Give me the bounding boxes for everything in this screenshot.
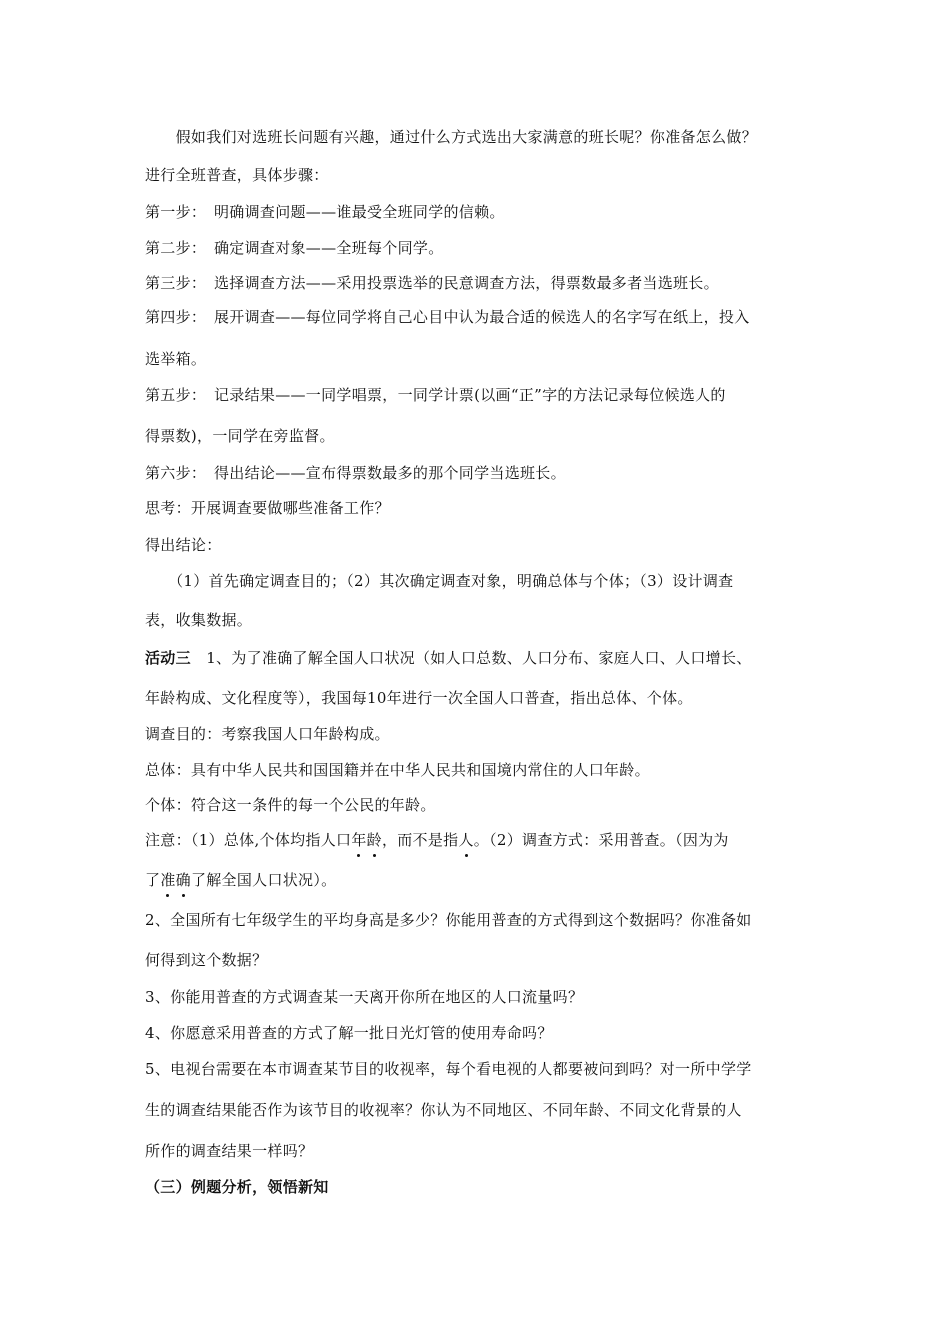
emphasized-char: 确 xyxy=(175,871,191,889)
note-text-c: 。（2）调查方式：采用普查。（因为为 xyxy=(473,831,729,849)
population-definition: 总体：具有中华人民共和国国籍并在中华人民共和国境内常住的人口年龄。 xyxy=(145,761,650,779)
think-question: 思考：开展调查要做哪些准备工作？ xyxy=(145,499,390,517)
step-1: 第一步： 明确调查问题——谁最受全班同学的信赖。 xyxy=(145,203,505,221)
conclusion-heading: 得出结论： xyxy=(145,536,222,554)
step-4-line-1: 第四步： 展开调查——每位同学将自己心目中认为最合适的候选人的名字写在纸上，投入 xyxy=(145,308,750,326)
conclusion-line-1: （1）首先确定调查目的；（2）其次确定调查对象，明确总体与个体；（3）设计调查 xyxy=(145,572,734,590)
conclusion-line-2: 表，收集数据。 xyxy=(145,611,253,629)
question-4: 4、你愿意采用普查的方式了解一批日光灯管的使用寿命吗？ xyxy=(145,1024,553,1042)
question-5-line-1: 5、电视台需要在本市调查某节目的收视率，每个看电视的人都要被问到吗？对一所中学学 xyxy=(145,1060,752,1078)
step-3: 第三步： 选择调查方法——采用投票选举的民意调查方法，得票数最多者当选班长。 xyxy=(145,274,719,292)
note-text-d: 了 xyxy=(145,871,161,889)
step-5-line-2: 得票数)，一同学在旁监督。 xyxy=(145,427,335,445)
emphasized-char: 准 xyxy=(160,871,176,889)
note-line-2 xyxy=(145,870,825,890)
note-text-e: 了解全国人口状况）。 xyxy=(190,871,337,889)
activity-3-line-1 xyxy=(145,648,825,668)
emphasized-char: 龄 xyxy=(366,831,382,849)
activity-3-line-2: 年龄构成、文化程度等），我国每10年进行一次全国人口普查，指出总体、个体。 xyxy=(145,689,693,707)
question-2-line-2: 何得到这个数据？ xyxy=(145,951,268,969)
activity-3-label: 活动三 xyxy=(145,649,191,667)
question-5-line-3: 所作的调查结果一样吗？ xyxy=(145,1142,314,1160)
intro-paragraph: 假如我们对选班长问题有兴趣，通过什么方式选出大家满意的班长呢？你准备怎么做？ xyxy=(145,128,758,146)
note-text-a: 注意：（1）总体,个体均指人口 xyxy=(145,831,352,849)
activity-3-text: 1、为了准确了解全国人口状况（如人口总数、人口分布、家庭人口、人口增长、 xyxy=(190,649,752,667)
emphasized-char: 年 xyxy=(351,831,367,849)
survey-purpose: 调查目的：考察我国人口年龄构成。 xyxy=(145,725,390,743)
section-heading: （三）例题分析，领悟新知 xyxy=(145,1178,329,1196)
question-5-line-2: 生的调查结果能否作为该节目的收视率？你认为不同地区、不同年龄、不同文化背景的人 xyxy=(145,1101,742,1119)
note-line-1 xyxy=(145,830,825,850)
step-6: 第六步： 得出结论——宣布得票数最多的那个同学当选班长。 xyxy=(145,464,566,482)
question-3: 3、你能用普查的方式调查某一天离开你所在地区的人口流量吗？ xyxy=(145,988,584,1006)
individual-definition: 个体：符合这一条件的每一个公民的年龄。 xyxy=(145,796,436,814)
survey-steps-intro: 进行全班普查，具体步骤： xyxy=(145,166,329,184)
emphasized-char: 人 xyxy=(458,831,474,849)
note-text-b: ，而不是指 xyxy=(381,831,459,849)
step-2: 第二步： 确定调查对象——全班每个同学。 xyxy=(145,239,444,257)
step-5-line-1: 第五步： 记录结果——一同学唱票，一同学计票(以画“正”字的方法记录每位候选人的 xyxy=(145,386,726,404)
question-2-line-1: 2、全国所有七年级学生的平均身高是多少？你能用普查的方式得到这个数据吗？你准备如 xyxy=(145,911,752,929)
step-4-line-2: 选举箱。 xyxy=(145,350,207,368)
